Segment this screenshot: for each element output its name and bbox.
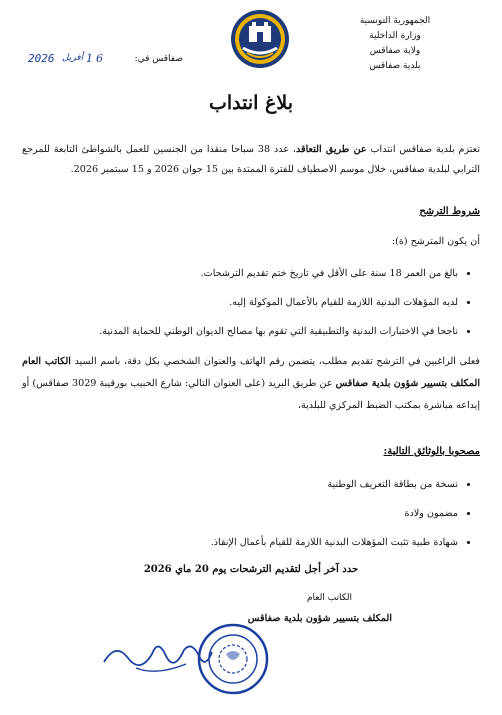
date-year: 2026 — [28, 52, 55, 65]
application-paragraph — [22, 351, 480, 417]
list-item: • نسخة من بطاقة التعريف الوطنية — [22, 477, 458, 493]
date-month: أفريل — [62, 53, 84, 63]
paragraph-text: عن طريق البريد (على العنوان التالي: شارع الحبيب بورقيبة 3029 صفاقس) أو إيداعه مباشرة بمكتب الضبط المركزي للبلدية، — [22, 378, 480, 411]
documents-heading: مصحوبا بالوثائق التالية: — [383, 446, 480, 457]
date-day: 16 — [86, 52, 106, 65]
conditions-list — [22, 266, 480, 353]
conditions-heading: شروط الترشح — [419, 206, 480, 217]
list-item: • لديه المؤهلات البدنية اللازمة للقيام بالأعمال الموكولة إليه. — [22, 295, 458, 311]
date-label: صفاقس في: — [134, 54, 183, 64]
header-line: وزارة الداخلية — [369, 31, 421, 41]
paragraph-text: ، عدد 38 سباحا منقذا من الجنسين للعمل بالشواطئ التابعة للمرجع الترابي لبلدية صفاقس، خلال موسم الاصطياف للفترة الممتدة بين 15 جوان 2026 و 15 سبتمبر 2026. — [22, 144, 480, 175]
list-item: • مضمون ولادة — [22, 506, 458, 522]
handwritten-signature-icon — [96, 628, 216, 682]
deadline-notice: حدد آخر أجل لتقديم الترشحات يوم 20 ماي 2026 — [143, 564, 359, 575]
paragraph-text: فعلى الراغبين في الترشح تقديم مطلب، يتضمن رقم الهاتف والعنوان الشخصي بكل دقة، باسم السيد — [70, 356, 480, 367]
announcement-paragraph — [22, 140, 480, 180]
paragraph-text: تعتزم بلدية صفاقس انتداب — [366, 144, 480, 155]
date-line — [28, 52, 183, 68]
header-line: الجمهورية التونسية — [359, 16, 431, 26]
conditions-intro: أن يكون المترشح (ة): — [391, 236, 480, 247]
issuer-header — [330, 14, 460, 74]
signatory-subtitle: المكلف بتسيير شؤون بلدية صفاقس — [247, 613, 392, 624]
header-line: ولاية صفاقس — [369, 46, 421, 56]
list-item: • شهادة طبية تثبت المؤهلات البدنية اللازمة للقيام بأعمال الإنقاذ. — [22, 535, 458, 551]
list-item: • ناجحا في الاختبارات البدنية والتطبيقية التي تقوم بها مصالح الديوان الوطني للحماية المدنية. — [22, 324, 458, 340]
paragraph-bold-text: عن طريق التعاقد — [296, 144, 367, 155]
header-line: بلدية صفاقس — [369, 61, 421, 71]
page-title: بلاغ انتداب — [208, 92, 293, 114]
paragraph-bold-text: الكاتب العام المكلف بتسيير شؤون بلدية صفاقس — [22, 356, 480, 389]
signatory-title: الكاتب العام — [306, 593, 352, 603]
municipality-emblem-icon — [229, 6, 291, 72]
documents-list — [22, 477, 480, 564]
list-item: • بالغ من العمر 18 سنة على الأقل في تاريخ ختم تقديم الترشحات. — [22, 266, 458, 282]
